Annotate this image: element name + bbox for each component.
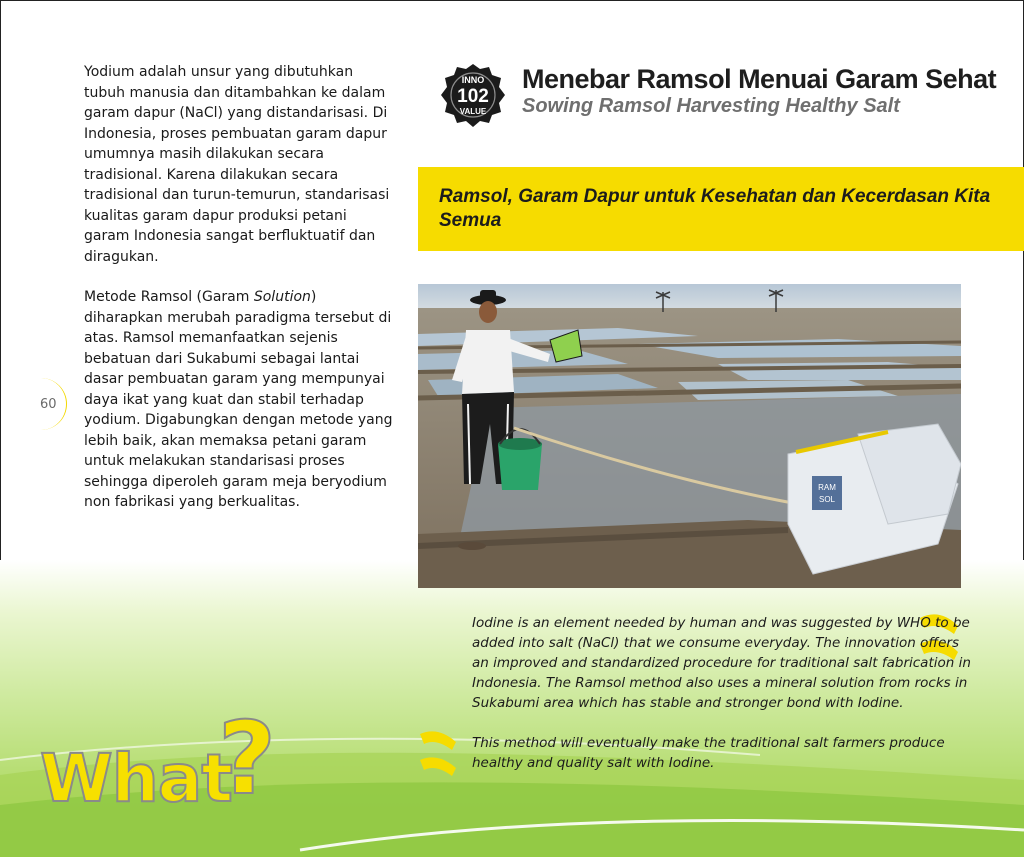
inno-102-value-logo (440, 62, 506, 128)
yellow-banner (418, 167, 1024, 251)
salt-farmer-photo (418, 284, 961, 588)
page-number: 60 (40, 397, 57, 412)
logo-value-text: VALUE (459, 107, 487, 116)
frame-line-top (0, 0, 1024, 1)
english-text-block (472, 613, 972, 793)
paragraph-2-italic-word: Solution (253, 289, 311, 305)
paragraph-2-start: Metode Ramsol (Garam (84, 289, 254, 305)
logo-number-text: 102 (457, 86, 489, 107)
indonesian-paragraph-1: Yodium adalah unsur yang dibutuhkan tubuh manusia dan ditambahkan ke dalam garam dapur (NaCl) yang distandarisasi. Di Indonesia, proses pembuatan garam dapur umumnya masih dilakukan secara tradisional. Karena dilakukan secara tradisional dan turun-temurun, standarisasi kualitas garam dapur produksi petani garam Indonesia sangat berfluktuatif dan diragukan. (84, 64, 390, 265)
bag-label-sol: SOL (818, 495, 836, 504)
page-title: Menebar Ramsol Menuai Garam Sehat (522, 64, 997, 94)
english-paragraph-2: This method will eventually make the traditional salt farmers produce healthy and quality salt with Iodine. (472, 735, 945, 771)
logo-inno-text: INNO (461, 75, 485, 85)
what-question-mark: ? (218, 700, 277, 817)
bag-label-ram: RAM (818, 483, 836, 492)
english-paragraph-1: Iodine is an element needed by human and was suggested by WHO to be added into salt (NaCl) that we consume everyday. The innovation offers an improved and standardized procedure for traditional salt fabrication in Indonesia. The Ramsol method also uses a mineral solution from rocks in Sukabumi area which has stable and stronger bond with Iodine. (472, 615, 971, 711)
indonesian-paragraph-2 (84, 287, 396, 513)
banner-heading: Ramsol, Garam Dapur untuk Kesehatan dan Kecerdasan Kita Semua (439, 186, 991, 231)
paragraph-2-rest: ) diharapkan merubah paradigma tersebut di atas. Ramsol memanfaatkan sejenis bebatuan dari Sukabumi sebagai lantai dasar pembuatan garam yang mempunyai daya ikat yang kuat dan stabil terhadap yodium. Digabungkan dengan metode yang lebih baik, akan memaksa petani garam untuk melakukan standarisasi proses sehingga diperoleh garam meja beryodium non fabrikasi yang berkualitas. (84, 289, 393, 510)
indonesian-text-column (84, 62, 396, 533)
what-heading-word: What (40, 740, 232, 817)
page-subtitle: Sowing Ramsol Harvesting Healthy Salt (522, 95, 900, 117)
salt-farm-illustration (418, 284, 961, 588)
quote-mark-left-icon (416, 726, 460, 786)
